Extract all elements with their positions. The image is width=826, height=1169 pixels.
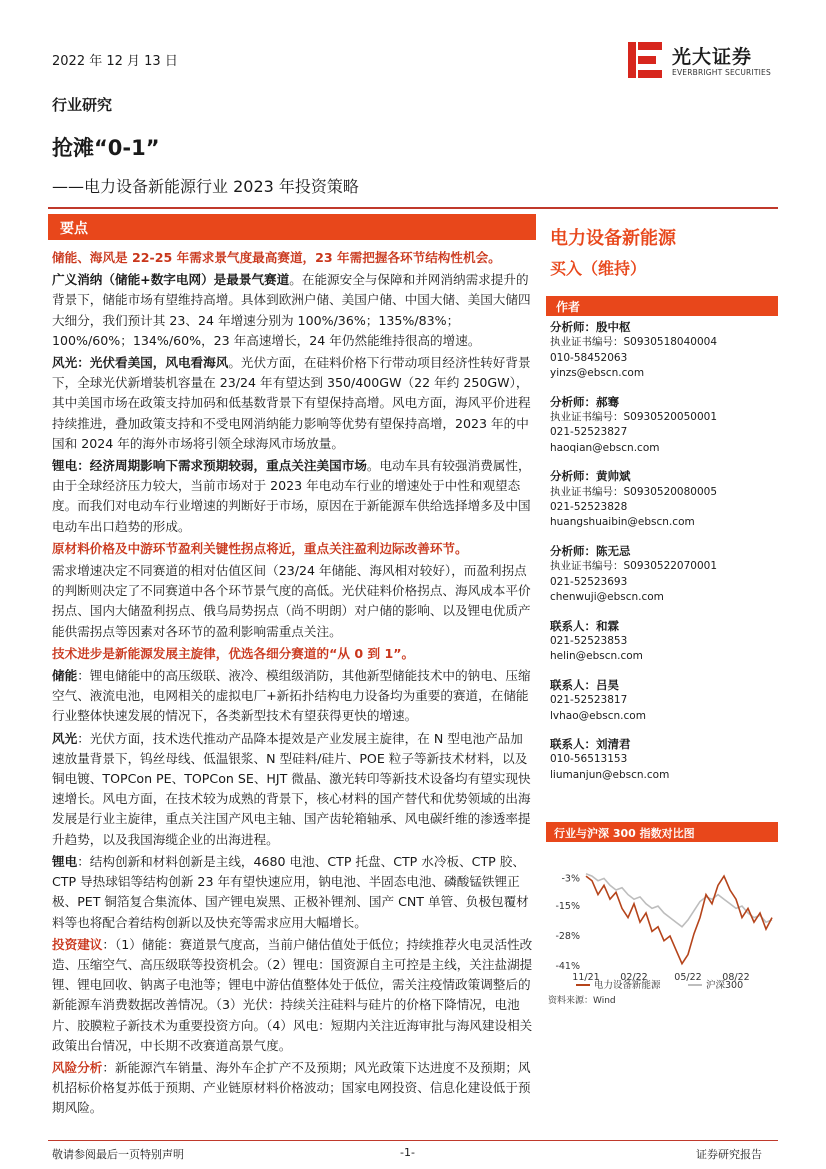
highlight-1: 储能、海风是 22-25 年需求景气度最高赛道，23 年需把握各环节结构性机会。	[52, 250, 501, 265]
x-tick-label: 11/21	[572, 972, 600, 983]
paragraph-tech-lithium: 锂电：结构创新和材料创新是主线，4680 电池、CTP 托盘、CTP 水冷板、CTP 胶、CTP 导热球铝等结构创新 23 年有望快速应用，钠电池、半固态电池、磷酸锰铁锂正极、PET 铜箔复合集流体、国产锂电炭黑、正极补锂剂、国产 CNT 单管、负极包覆材料等也将配合着结构创新以及快充等需求应用大幅增长。	[52, 853, 529, 930]
footer-divider	[48, 1140, 778, 1141]
legend-label: 电力设备新能源	[594, 980, 661, 991]
rating: 买入（维持）	[550, 259, 647, 278]
paragraph-wind-solar: 风光：光伏看美国，风电看海风。光伏方面，在硅料价格下行带动项目经济性转好背景下，全球光伏新增装机容量在 23/24 年有望达到 350/400GW（22 年约 250GW），其中美国市场在政策支持加码和低基数背景下有望保持高增。风电方面，海风平价进程持续推进，叠加政策支持和不受电网消纳能力影响等优势有望保持高增，2023 年的中国和 2024 年的海外市场将引领全球海风市场放量。	[52, 355, 531, 451]
paragraph-tech-storage: 储能：锂电储能中的高压级联、液冷、模组级消防，其他新型储能技术中的钠电、压缩空气、液流电池，电网相关的虚拟电厂+新拓扑结构电力设备均为重要的赛道，在储能行业整体快速发展的情况下，各类新型技术有望获得更快的增速。	[52, 668, 531, 724]
chart-title: 行业与沪深 300 指数对比图	[554, 827, 695, 840]
footer-report-label: 证券研究报告	[696, 1148, 762, 1161]
chart-source: 资料来源：Wind	[548, 996, 616, 1006]
y-tick-label: -41%	[555, 961, 580, 972]
authors-banner	[546, 296, 778, 316]
author-block: 分析师：陈无忌 执业证书编号：S0930522070001 021-52523693 chenwuji@ebscn.com	[550, 543, 718, 604]
author-block: 分析师：郝骞 执业证书编号：S0930520050001 021-52523827 haoqian@ebscn.com	[550, 394, 718, 454]
y-tick-label: -28%	[555, 931, 580, 943]
page-title: 抢滩“0-1”	[52, 136, 160, 160]
y-tick-label: -3%	[561, 873, 580, 885]
keypoints-heading: 要点	[60, 221, 88, 237]
paragraph-valuation: 需求增速决定不同赛道的相对估值区间（23/24 年储能、海风相对较好），而盈利拐点的判断则决定了不同赛道中各个环节景气度的高低。光伏硅料价格拐点、海风成本平价拐点、国内大储盈利拐点、俄乌局势拐点（尚不明朗）对户储的影响、以及锂电优质产能供需拐点等因素对各环节的盈利影响需重点关注。	[52, 563, 531, 639]
contact-block: 联系人：刘清君 010-56513153 liumanjun@ebscn.com	[550, 736, 670, 781]
sector-name: 电力设备新能源	[550, 228, 676, 249]
report-date: 2022 年 12 月 13 日	[52, 54, 178, 69]
logo-mark-icon	[624, 38, 668, 82]
legend-label: 沪深300	[706, 980, 744, 991]
y-tick-label: -15%	[555, 901, 580, 913]
keypoints-banner	[48, 214, 536, 240]
highlight-2: 原材料价格及中游环节盈利关键性拐点将近，重点关注盈利边际改善环节。	[52, 540, 468, 556]
series-line	[586, 874, 772, 927]
page-number: -1-	[400, 1146, 415, 1159]
chart-banner	[546, 822, 778, 842]
highlight-3: 技术进步是新能源发展主旋律，优选各细分赛道的“从 0 到 1”。	[52, 645, 415, 661]
paragraph-risk: 风险分析：新能源汽车销量、海外车企扩产不及预期；风光政策下达进度不及预期；风机招标价格复苏低于预期、产业链原材料价格波动；国家电网投资、信息化建设低于预期风险。	[52, 1059, 531, 1116]
logo-subtext: EVERBRIGHT SECURITIES	[672, 68, 771, 77]
x-tick-label: 08/22	[722, 972, 750, 983]
comparison-chart	[546, 848, 778, 1008]
header-divider	[48, 207, 778, 209]
contact-block: 联系人：吕昊 021-52523817 lvhao@ebscn.com	[550, 677, 646, 722]
paragraph-storage: 广义消纳（储能+数字电网）是最景气赛道。在能源安全与保障和并网消纳需求提升的背景下，储能市场有望维持高增。具体到欧洲户储、美国户储、中国大储、美国大储四大细分，我们预计其 23、24 年增速分别为 100%/36%；135%/83%；100%/60%；134%/60%，23 年高速增长，24 年仍然能维持很高的增速。	[52, 272, 531, 348]
main-body	[52, 248, 534, 1121]
paragraph-lithium: 锂电：经济周期影响下需求预期较弱，重点关注美国市场。电动车具有较强消费属性，由于全球经济压力较大，当前市场对于 2023 年电动车行业的增速处于中性和观望态度。而我们对电动车行业增速的判断好于市场，原因在于新能源车供给选择增多及中国电动车出口趋势的形成。	[52, 458, 531, 534]
report-type: 行业研究	[52, 96, 113, 114]
author-block: 分析师：黄帅斌 执业证书编号：S0930520080005 021-52523828 huangshuaibin@ebscn.com	[550, 469, 718, 529]
x-tick-label: 05/22	[674, 972, 702, 983]
paragraph-investment: 投资建议：（1）储能：赛道景气度高，当前户储估值处于低位；持续推荐火电灵活性改造、压缩空气、高压级联等投资机会。（2）锂电：国资源自主可控是主线，关注盐湖提锂、锂电回收、钠离子电池等；锂电中游估值整体处于低位，需关注疫情政策调整后的新能源车消费数据改善情况。（3）光伏：持续关注硅料与硅片的价格下降情况，电池片、胶膜粒子新技术为重要投资方向。（4）风电：短期内关注近海审批与海风建设相关政策出台情况，中长期不改赛道高景气度。	[52, 936, 533, 1053]
author-block: 分析师：殷中枢 执业证书编号：S0930518040004 010-58452063 yinzs@ebscn.com	[550, 320, 718, 380]
page-subtitle: ——电力设备新能源行业 2023 年投资策略	[52, 177, 359, 196]
x-tick-label: 02/22	[620, 972, 648, 983]
company-logo	[624, 38, 784, 88]
logo-text: 光大证券	[672, 46, 753, 68]
footer-disclaimer[interactable]: 敬请参阅最后一页特别声明	[52, 1148, 184, 1161]
authors-heading: 作者	[556, 300, 581, 314]
authors-list	[550, 320, 776, 796]
paragraph-tech-wind-solar: 风光：光伏方面，技术迭代推动产品降本提效是产业发展主旋律，在 N 型电池产品加速放量背景下，钨丝母线、低温银浆、N 型硅料/硅片、POE 粒子等新技术材料，以及铜电镀、TOPCon PE、TOPCon SE、HJT 微晶、激光转印等新技术设备均有望实现快速增长。风电方面，在技术较为成熟的背景下，核心材料的国产替代和优势领域的出海发展是行业主旋律，重点关注国产风电主轴、国产齿轮箱轴承、风电碳纤维的渗透率提升趋势，以及我国海缆企业的出海进程。	[52, 730, 531, 847]
contact-block: 联系人：和霖 021-52523853 helin@ebscn.com	[550, 618, 643, 663]
